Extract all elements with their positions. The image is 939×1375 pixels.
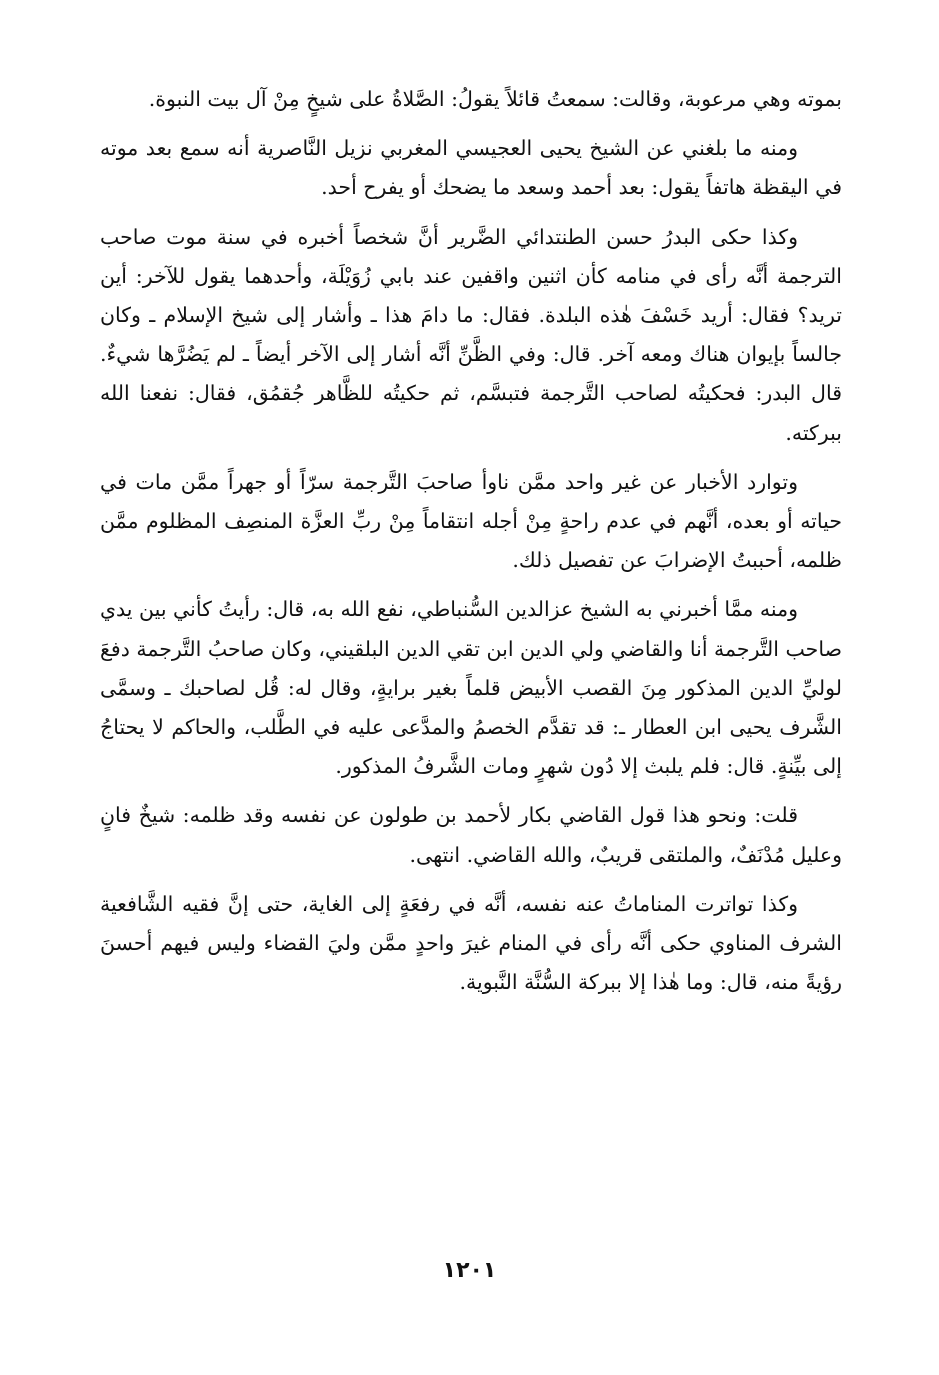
paragraph: ومنه ممَّا أخبرني به الشيخ عزالدين السُّنباطي، نفع الله به، قال: رأيتُ كأني بين يدي صاحب التَّرجمة أنا والقاضي ولي الدين ابن تقي الدين البلقيني، وكان صاحبُ التَّرجمة دفعَ لوليِّ الدين المذكور مِنَ القصب الأبيض قلماً بغير برايةٍ، وقال له: قُل لصاحبك ـ وسمَّى الشَّرف يحيى ابن العطار ـ: قد تقدَّم الخصمُ والمدَّعى عليه في الطَّلب، والحاكم لا يحتاجُ إلى بيِّنةٍ. قال: فلم يلبث إلا دُون شهرٍ ومات الشَّرفُ المذكور.: [100, 597, 842, 779]
page-body: [100, 80, 842, 1012]
paragraph: ومنه ما بلغني عن الشيخ يحيى العجيسي المغربي نزيل النَّاصرية أنه سمع بعد موته في اليقظة هاتفاً يقول: بعد أحمد وسعد ما يضحك أو يفرح أحد.: [100, 136, 842, 200]
page-number: ١٢٠١: [442, 1258, 497, 1283]
paragraph: وتوارد الأخبار عن غير واحد ممَّن ناوأ صاحبَ التَّرجمة سرّاً أو جهراً ممَّن مات في حياته أو بعده، أنَّهم في عدم راحةٍ مِنْ أجله انتقاماً مِنْ ربِّ العزَّة المنصِف المظلوم ممَّن ظلمه، أحببتُ الإضرابَ عن تفصيل ذلك.: [100, 469, 842, 573]
paragraph: وكذا تواترت المناماتُ عنه نفسه، أنَّه في رفعَةٍ إلى الغاية، حتى إنَّ فقيه الشَّافعية الشرف المناوي حكى أنَّه رأى في المنام غيرَ واحدٍ ممَّن وليَ القضاء وليس فيهم أحسنَ رؤيةً منه، قال: وما هٰذا إلا ببركة السُّنَّة النَّبوية.: [100, 891, 842, 995]
paragraph: وكذا حكى البدرُ حسن الطنتدائي الضَّرير أنَّ شخصاً أخبره في سنة موت صاحب الترجمة أنَّه رأى في منامه كأن اثنين واقفين عند بابي زُوَيْلَة، وأحدهما يقول للآخر: أين تريد؟ فقال: أريد خَسْفَ هٰذه البلدة. فقال: ما دامَ هذا ـ وأشار إلى شيخ الإسلام ـ وكان جالساً بإيوان هناك ومعه آخر. قال: وفي الظَّنِّ أنَّه أشار إلى الآخر أيضاً ـ لم يَضُرَّها شيءٌ. قال البدر: فحكيتُه لصاحب التَّرجمة فتبسَّم، ثم حكيتُه للظَّاهر جُقمُق، فقال: نفعنا الله ببركته.: [100, 224, 842, 445]
paragraph: بموته وهي مرعوبة، وقالت: سمعتُ قائلاً يقولُ: الصَّلاةُ على شيخٍ مِنْ آل بيت النبوة.: [148, 87, 842, 111]
paragraph: قلت: ونحو هذا قول القاضي بكار لأحمد بن طولون عن نفسه وقد ظلمه: شيخٌ فانٍ وعليل مُدْنَفٌ، والملتقى قريبٌ، والله القاضي. انتهى.: [100, 803, 842, 867]
